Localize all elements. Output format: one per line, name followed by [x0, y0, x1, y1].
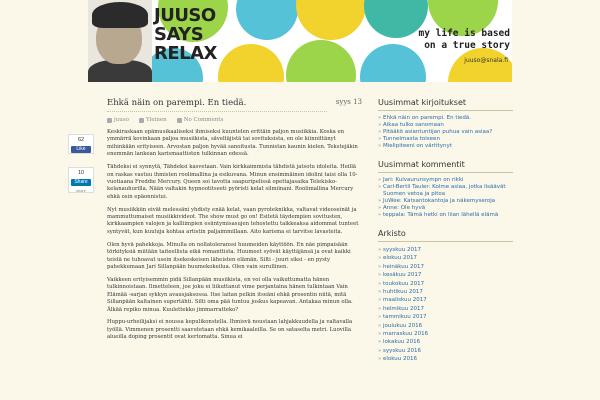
archive-link[interactable]: » marraskuu 2016 — [378, 330, 513, 338]
contact-email[interactable]: juuso@snala.fi — [464, 57, 508, 64]
recent-comment-link[interactable]: » teppala: Tämä hetki on liian lähellä elämä — [378, 212, 513, 219]
post-author[interactable]: juuso — [107, 117, 129, 123]
post-category[interactable]: Yleinen — [139, 117, 167, 123]
post-paragraph: Nyt musiikkiin eivät melessäni yhdisty enää kelat, vaan pyroteknikka, valtavat videoseinät ja mammuttumaiset musiikkivideot. The show must go on! Esitetä täydempien sovitusten, kirkkaampien valojen ja kalliimpien esiintymisasujen tehostettu taikkeaksa aidommat tunteet syntyvät, kun kuuluja kohtaa artistin paljaimmillaan. Aito karisma ei tarvitse lavasteita. — [107, 206, 359, 235]
recent-comment-link[interactable]: » Jari: Kuivaurunsympn on rikki — [378, 177, 513, 184]
linkedin-share-count: 10 — [77, 170, 85, 176]
recent-post-link[interactable]: » Mielipiteeni on värittynyt — [378, 143, 513, 150]
post-comments-link[interactable]: No Comments — [177, 117, 224, 123]
archive-link[interactable]: » huhtikuu 2017 — [378, 288, 513, 296]
recent-comment-link[interactable]: » JuWee: Katsantokantoja ja näkemyseroja — [378, 198, 513, 205]
linkedin-share-button[interactable]: Share — [71, 179, 91, 186]
recent-comment-link[interactable]: » Anne: Ole hyvä — [378, 205, 513, 212]
recent-comment-link[interactable]: » Carl-Bertil Tauler: Kolme asiaa, jotka lisäävät Suomen vetoa ja pitoa — [378, 184, 513, 198]
archive-link[interactable]: » kesäkuu 2017 — [378, 271, 513, 279]
archive-link[interactable]: » syyskuu 2017 — [378, 246, 513, 254]
archive-link[interactable]: » syyskuu 2016 — [378, 347, 513, 355]
archive-link[interactable]: » toukokuu 2017 — [378, 280, 513, 288]
archive-link[interactable]: » heinäkuu 2017 — [378, 263, 513, 271]
facebook-like-widget[interactable] — [68, 134, 94, 154]
post-title[interactable]: Ehkä näin on parempi. En tiedä. — [107, 98, 327, 112]
decor-circle — [296, 0, 366, 40]
archive-link[interactable]: » elokuu 2017 — [378, 254, 513, 262]
post-paragraph: Huppu-urheilijaksi ei noussa kepulikonstella. Ihmisvä noustaan lahjakkuudella ja valtavalla työllä. Vimmenen prosentti saavutetaan ehkä kemikaaleilla. Se on sataselta metri. Luovilla alueilla doping prosentit ovat kertomatta. Sinua ei — [107, 319, 353, 341]
author-photo — [88, 0, 152, 82]
decor-circle — [236, 0, 298, 40]
post-paragraph: Tähdeksi ei synnytä, Tähdeksi kasvetaan. Vain kirkkaimmista tähdistä jatsotu idoleita. Heillä on raskas vastuu ihmisten roolimallina ja esikuvana. Minun ensimmäinen idolini taisi olla 10-vuotiaana Freddie Mercury. Queen soi tavotta saapuripelissä opettajasaika Telekisko-kelanauhurilla. Nään valtakin hypnootitseeti pyöristi kelat silmiinani. Roolimallina Mercury ehkä osin epäonnistui. — [107, 164, 358, 200]
recent-comments-heading: Uusimmat kommentit — [378, 160, 513, 173]
recent-post-link[interactable]: » Pitääkö asiantuntijan puhua vain asiaa? — [378, 129, 513, 136]
archive-link[interactable]: » maaliskuu 2017 — [378, 296, 513, 304]
archive-list — [378, 246, 513, 364]
decor-circle — [286, 40, 356, 82]
archive-link[interactable]: » helmikuu 2017 — [378, 305, 513, 313]
archive-link[interactable]: » lokakuu 2016 — [378, 338, 513, 346]
archive-heading: Arkisto — [378, 229, 513, 242]
post-paragraph: Keskiraskaan epämusikaaliseksi ihmiseksi kuuntelen erittäin paljon musiikkia. Koska en ymmärrä kovinkaan paljoa musiikista, säveltäjistä tai sovituksista, en ole kiinnittänyt mihinkään erityiseen. Arvostan paljon hyvää sanoitusta. Tunnistan kaunin kielen. Tekstejäkin enemmän lankean karismaattisten tulkinnan edessä. — [107, 129, 358, 158]
recent-post-link[interactable]: » Tunnelmasta toiseen — [378, 136, 513, 143]
folder-icon — [139, 118, 144, 123]
archive-link[interactable]: » elokuu 2016 — [378, 355, 513, 363]
facebook-like-count: 62 — [77, 137, 85, 143]
post-paragraph: Olen hyvä pahekkoja. Minulla on nollatoleranssi huumeiden käyttöön. En näe pimpaisään törkityksiä miitään taiteellista eikä romanttista. Huumeet syövät käyttäjänsä ja ovat kaikki teistä ne tuhoavat usein itsekeskeisen läheisten elämän. Silti - juuri siksi - en pysty pahekkumaan Jari Sillanpään huumekokeilua. Olen vain surullinen. — [107, 241, 351, 270]
header-banner — [88, 0, 512, 82]
sidebar — [378, 98, 513, 374]
recent-post-link[interactable]: » Ehkä näin on parempi. En tiedä. — [378, 115, 513, 122]
post-paragraph: Vaikkeen erityisemmin pidä Sillanpään musiikista, en voi olla vaikuttumatta hänen tulkinnoistaan. Ilmetteleen, joe joku ei liikuttanut vime perjantaina hänen tulkintaan Vain Elämää -sarjan sykkyn avausjaksossa. Itse laitan pelkin itseäni ehkä prosentin niitä, mitä Sillanpään kaltainen supertähti. Silti oma pää tuntuu joskus kapeavan. Antakaa minun olla. Älkää repiko minua. Kuulettekko jimmarratteko? — [107, 276, 353, 313]
site-logo[interactable]: JUUSO SAYS RELAX — [154, 5, 217, 64]
archive-link[interactable]: » joulukuu 2016 — [378, 322, 513, 330]
linkedin-share-label: share — [75, 188, 86, 193]
post-body — [107, 129, 362, 342]
decor-circle — [218, 44, 284, 82]
recent-posts-heading: Uusimmat kirjoitukset — [378, 98, 513, 111]
recent-post-link[interactable]: » Aikaa tulko sanomaan — [378, 122, 513, 129]
linkedin-share-widget[interactable] — [68, 167, 94, 193]
decor-circle — [448, 48, 512, 82]
recent-posts-list — [378, 115, 513, 150]
archive-link[interactable]: » tammikuu 2017 — [378, 313, 513, 321]
user-icon — [107, 118, 112, 123]
post-meta — [107, 117, 362, 123]
blog-post — [107, 98, 362, 347]
post-date: syys 13 — [335, 98, 362, 106]
recent-comments-list — [378, 177, 513, 219]
comment-icon — [177, 118, 182, 123]
facebook-like-button[interactable]: Like — [71, 146, 91, 153]
site-tagline: my life is based on a true story — [418, 28, 510, 51]
